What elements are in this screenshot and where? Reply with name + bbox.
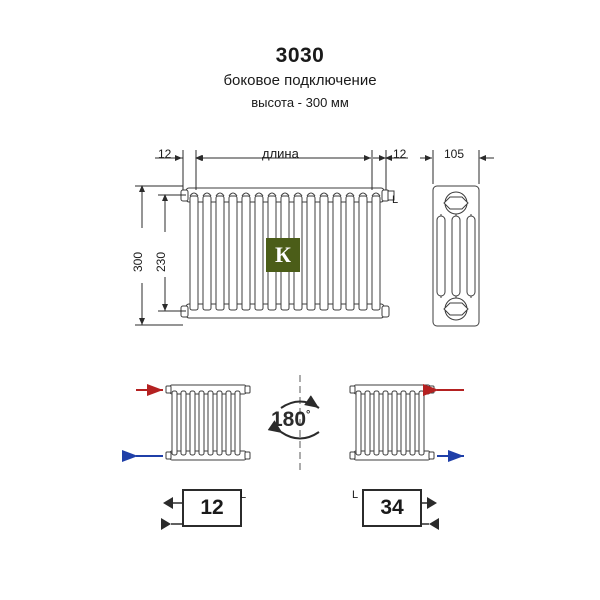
dimension-length: длина [262, 146, 299, 161]
left-box-label: L [240, 489, 247, 501]
degree-symbol: ° [306, 409, 311, 421]
dimension-depth: 105 [444, 147, 465, 161]
right-section-number-box: 34 [362, 489, 422, 527]
left-section-number-box: 12 [182, 489, 242, 527]
page-title: 3030 [275, 44, 325, 67]
right-box-label: L [352, 489, 359, 501]
dimension-center-height: 230 [154, 251, 168, 272]
dimension-total-height: 300 [131, 251, 145, 272]
rotation-label [271, 408, 310, 432]
dimension-left-offset: 12 [158, 147, 172, 161]
connection-label-right: L [392, 194, 399, 206]
brand-logo: К [266, 238, 300, 272]
height-note-label: высота - 300 мм [251, 95, 349, 110]
rotation-value: 180 [271, 408, 307, 431]
connection-type-label: боковое подключение [223, 72, 377, 89]
dimension-right-offset: 12 [393, 147, 407, 161]
